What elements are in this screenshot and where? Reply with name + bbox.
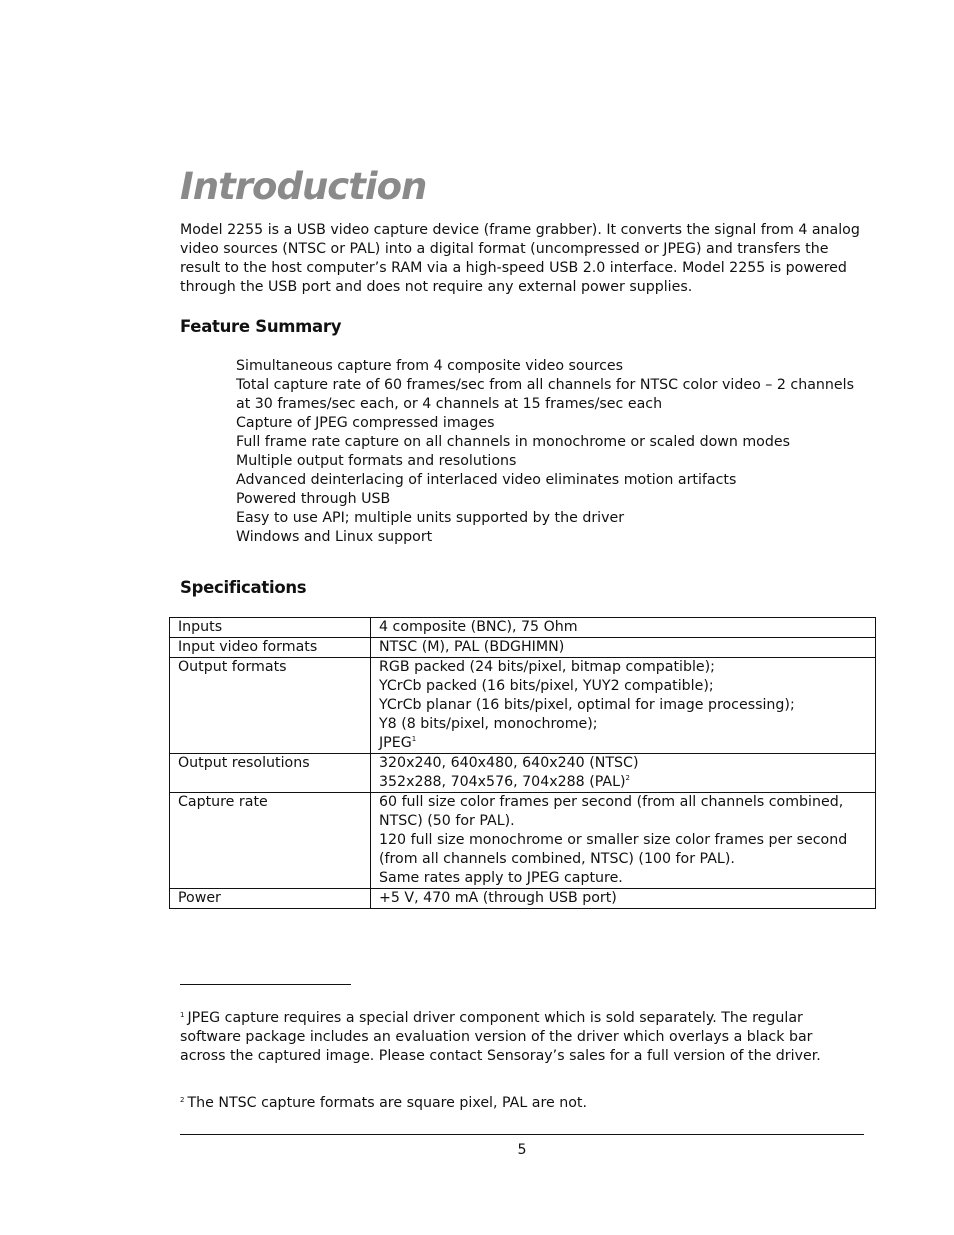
spec-value: [371, 658, 876, 754]
footer-separator: [180, 1134, 864, 1135]
spec-value-text: JPEG: [379, 735, 412, 751]
spec-label: Output formats: [170, 658, 371, 754]
feature-item: Multiple output formats and resolutions: [236, 453, 517, 469]
feature-item: Powered through USB: [236, 491, 391, 507]
footnote-mark: 1: [180, 1011, 185, 1019]
spec-value: [371, 754, 876, 793]
feature-item: Easy to use API; multiple units supported by the driver: [236, 510, 625, 526]
footnote: [180, 1094, 860, 1113]
spec-value-line: 320x240, 640x480, 640x240 (NTSC): [379, 755, 639, 771]
spec-value-line: Y8 (8 bits/pixel, monochrome);: [379, 716, 598, 732]
feature-item: Capture of JPEG compressed images: [236, 415, 495, 431]
spec-label: Inputs: [170, 618, 371, 638]
table-row: [170, 618, 876, 638]
footnote-text: JPEG capture requires a special driver component which is sold separately. The regular software package includes an evaluation version of the driver which overlays a black bar across the captured image. Please contact Sensoray’s sales for a full version of the driver.: [180, 1010, 821, 1064]
spec-value-line: NTSC (M), PAL (BDGHIMN): [379, 639, 565, 655]
spec-label: Output resolutions: [170, 754, 371, 793]
feature-summary-heading: Feature Summary: [180, 317, 342, 336]
footnote-text: The NTSC capture formats are square pixel, PAL are not.: [187, 1095, 587, 1111]
spec-value-line: YCrCb packed (16 bits/pixel, YUY2 compatible);: [379, 678, 714, 694]
specifications-table: [169, 617, 876, 909]
spec-value: [371, 638, 876, 658]
spec-value: [371, 618, 876, 638]
spec-value-line-pal: [379, 773, 869, 792]
spec-value-text: 352x288, 704x576, 704x288 (PAL): [379, 774, 626, 790]
footnote-ref: 2: [625, 774, 631, 782]
spec-label: Capture rate: [170, 793, 371, 889]
spec-value-line: +5 V, 470 mA (through USB port): [379, 890, 617, 906]
feature-item: Windows and Linux support: [236, 529, 433, 545]
footnote: [180, 1009, 860, 1066]
intro-paragraph: Model 2255 is a USB video capture device (frame grabber). It converts the signal from 4 analog video sources (NTSC or PAL) into a digital format (uncompressed or JPEG) and transfers the result to the host computer’s RAM via a high-speed USB 2.0 interface. Model 2255 is powered through the USB port and does not require any external power supplies.: [180, 222, 860, 295]
page-title: Introduction: [180, 165, 427, 208]
spec-value-line: 120 full size monochrome or smaller size color frames per second (from all channels combined, NTSC) (100 for PAL).: [379, 832, 848, 867]
spec-value-line: 60 full size color frames per second (from all channels combined, NTSC) (50 for PAL).: [379, 794, 844, 829]
table-row: [170, 638, 876, 658]
table-row: [170, 889, 876, 909]
spec-value-line: YCrCb planar (16 bits/pixel, optimal for image processing);: [379, 697, 795, 713]
footnote-mark: 2: [180, 1096, 185, 1104]
spec-value-line: RGB packed (24 bits/pixel, bitmap compatible);: [379, 659, 715, 675]
footnote-separator: [180, 984, 351, 985]
table-row: [170, 793, 876, 889]
table-row: [170, 658, 876, 754]
spec-label: Power: [170, 889, 371, 909]
page-number: 5: [517, 1142, 527, 1158]
spec-value-line: Same rates apply to JPEG capture.: [379, 870, 623, 886]
footnote-ref: 1: [411, 735, 417, 743]
spec-label: Input video formats: [170, 638, 371, 658]
table-row: [170, 754, 876, 793]
spec-value: [371, 889, 876, 909]
spec-value-line-jpeg: [379, 734, 869, 753]
spec-value-line: 4 composite (BNC), 75 Ohm: [379, 619, 578, 635]
feature-item: Simultaneous capture from 4 composite video sources: [236, 358, 624, 374]
specifications-heading: Specifications: [180, 578, 307, 597]
feature-item: Total capture rate of 60 frames/sec from all channels for NTSC color video – 2 channels at 30 frames/sec each, or 4 channels at 15 frames/sec each: [236, 377, 854, 412]
feature-item: Advanced deinterlacing of interlaced video eliminates motion artifacts: [236, 472, 737, 488]
feature-list: [236, 357, 866, 547]
feature-item: Full frame rate capture on all channels in monochrome or scaled down modes: [236, 434, 790, 450]
spec-value: [371, 793, 876, 889]
